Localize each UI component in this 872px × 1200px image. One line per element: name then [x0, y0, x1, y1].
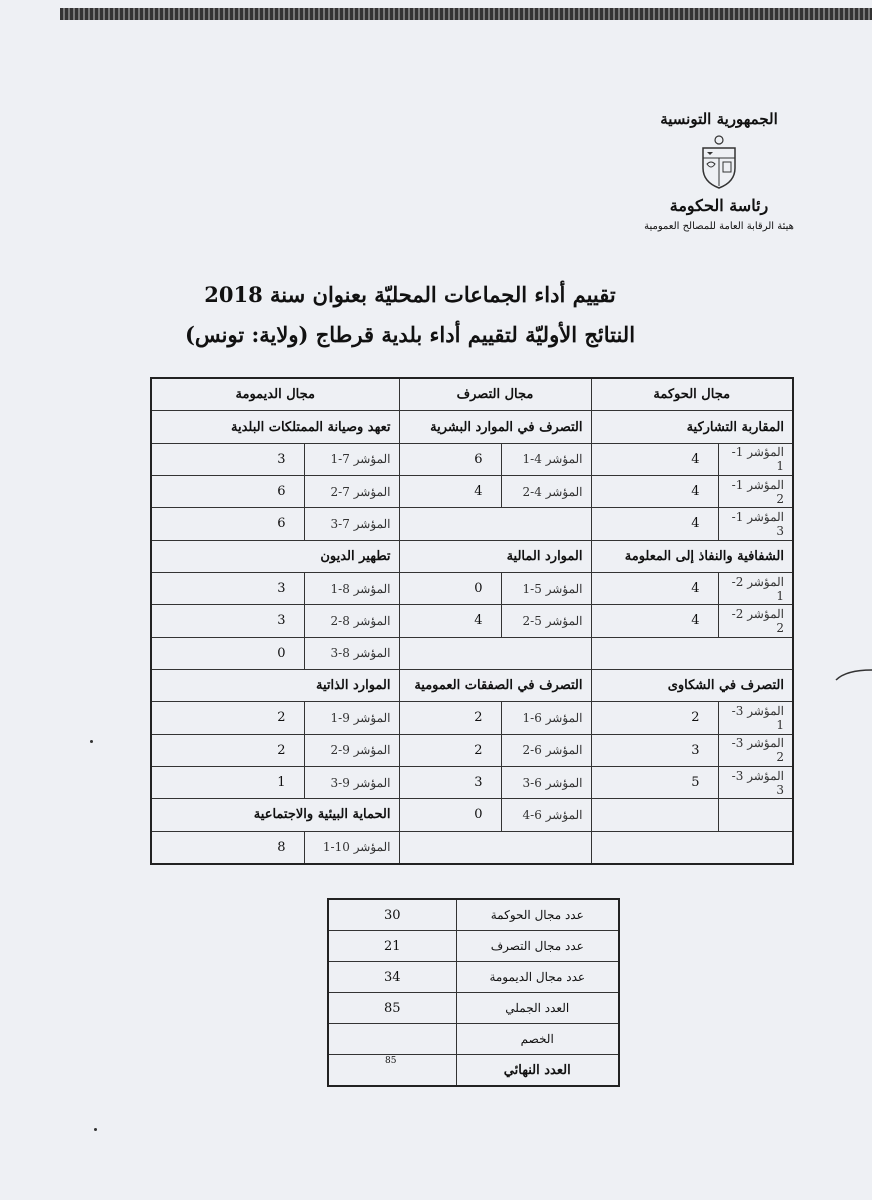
indicator-label: المؤشر 2-2	[718, 605, 793, 637]
table-row	[328, 993, 619, 1024]
summary-label: العدد الجملي	[456, 993, 619, 1024]
indicator-value: 4	[591, 508, 718, 540]
indicator-value: 4	[399, 605, 501, 637]
indicators-table	[150, 377, 794, 865]
table-row	[151, 766, 793, 798]
indicator-value: 4	[591, 572, 718, 604]
empty-cell	[399, 831, 591, 864]
indicator-label: المؤشر 6-3	[501, 766, 591, 798]
indicator-label: المؤشر 4-2	[501, 476, 591, 508]
ink-dot	[94, 1128, 97, 1131]
indicator-label: المؤشر 3-1	[718, 702, 793, 734]
table-row	[151, 443, 793, 475]
summary-value: 85	[328, 1055, 456, 1087]
indicator-label: المؤشر 9-2	[304, 734, 399, 766]
section-6: التصرف في الصفقات العمومية	[399, 669, 591, 701]
indicator-value: 4	[591, 443, 718, 475]
domain-governance: مجال الحوكمة	[591, 378, 793, 411]
section-4: التصرف في الموارد البشرية	[399, 411, 591, 443]
indicator-label: المؤشر 7-3	[304, 508, 399, 540]
indicator-label: المؤشر 9-1	[304, 702, 399, 734]
empty-cell	[399, 508, 591, 540]
government-name: رئاسة الحكومة	[669, 196, 769, 215]
table-row	[151, 508, 793, 540]
empty-cell	[591, 799, 718, 831]
table-row	[151, 572, 793, 604]
empty-cell	[718, 799, 793, 831]
summary-label: عدد مجال الحوكمة	[456, 899, 619, 931]
section-7: تعهد وصيانة الممتلكات البلدية	[151, 411, 399, 443]
national-emblem-icon	[699, 134, 739, 190]
indicator-value: 4	[591, 476, 718, 508]
country-name: الجمهورية التونسية	[660, 110, 778, 128]
domain-management: مجال التصرف	[399, 378, 591, 411]
indicator-value: 0	[399, 572, 501, 604]
indicator-value: 1	[151, 766, 304, 798]
section-5: الموارد المالية	[399, 540, 591, 572]
indicator-label: المؤشر 6-2	[501, 734, 591, 766]
section-9: الموارد الذاتية	[151, 669, 399, 701]
indicator-value: 2	[591, 702, 718, 734]
indicator-label: المؤشر 6-1	[501, 702, 591, 734]
indicator-value: 2	[399, 702, 501, 734]
indicator-label: المؤشر 5-1	[501, 572, 591, 604]
section-3: التصرف في الشكاوى	[591, 669, 793, 701]
empty-cell	[399, 637, 591, 669]
indicator-label: المؤشر 8-3	[304, 637, 399, 669]
authority-name: هيئة الرقابة العامة للمصالح العمومية	[644, 221, 794, 232]
indicator-value: 8	[151, 831, 304, 864]
table-row	[328, 931, 619, 962]
summary-label: الخصم	[456, 1024, 619, 1055]
indicator-label: المؤشر 7-2	[304, 476, 399, 508]
indicator-value: 4	[399, 476, 501, 508]
summary-value	[328, 1024, 456, 1055]
table-row	[151, 605, 793, 637]
indicator-value: 3	[151, 605, 304, 637]
summary-value: 21	[328, 931, 456, 962]
indicator-value: 5	[591, 766, 718, 798]
indicator-label: المؤشر 9-3	[304, 766, 399, 798]
domain-header-row	[151, 378, 793, 411]
indicator-label: المؤشر 2-1	[718, 572, 793, 604]
indicator-label: المؤشر 10-1	[304, 831, 399, 864]
indicator-label: المؤشر 7-1	[304, 443, 399, 475]
summary-label: عدد مجال التصرف	[456, 931, 619, 962]
table-row	[151, 831, 793, 864]
summary-value: 34	[328, 962, 456, 993]
table-row	[151, 476, 793, 508]
summary-table	[327, 898, 620, 1087]
table-row	[328, 1024, 619, 1055]
indicator-label: المؤشر 8-1	[304, 572, 399, 604]
indicator-label: المؤشر 1-1	[718, 443, 793, 475]
table-row	[328, 962, 619, 993]
indicator-label: المؤشر 1-3	[718, 508, 793, 540]
summary-value: 85	[328, 993, 456, 1024]
section-row	[151, 411, 793, 443]
indicator-value: 3	[591, 734, 718, 766]
indicator-label: المؤشر 3-3	[718, 766, 793, 798]
ink-dot	[90, 740, 93, 743]
document-title: تقييم أداء الجماعات المحليّة بعنوان سنة 2018	[204, 282, 616, 307]
indicator-label: المؤشر 6-4	[501, 799, 591, 831]
table-row	[151, 702, 793, 734]
indicator-value: 2	[399, 734, 501, 766]
section-row	[151, 540, 793, 572]
indicator-label: المؤشر 5-2	[501, 605, 591, 637]
empty-cell	[591, 831, 793, 864]
indicator-value: 3	[399, 766, 501, 798]
letterhead	[624, 110, 814, 232]
indicator-value: 6	[399, 443, 501, 475]
indicator-value: 0	[151, 637, 304, 669]
domain-sustainability: مجال الديمومة	[151, 378, 399, 411]
summary-label: عدد مجال الديمومة	[456, 962, 619, 993]
table-row	[328, 899, 619, 931]
indicator-label: المؤشر 8-2	[304, 605, 399, 637]
summary-label: العدد النهائي	[456, 1055, 619, 1087]
section-row	[151, 669, 793, 701]
indicator-value: 6	[151, 508, 304, 540]
section-1: المقاربة التشاركية	[591, 411, 793, 443]
indicator-value: 3	[151, 572, 304, 604]
table-row	[328, 1055, 619, 1087]
indicator-value: 2	[151, 734, 304, 766]
section-8: تطهير الديون	[151, 540, 399, 572]
indicator-label: المؤشر 1-2	[718, 476, 793, 508]
section-2: الشفافية والنفاذ إلى المعلومة	[591, 540, 793, 572]
indicator-value: 3	[151, 443, 304, 475]
section-10: الحماية البيئية والاجتماعية	[151, 799, 399, 831]
indicator-value: 0	[399, 799, 501, 831]
summary-value: 30	[328, 899, 456, 931]
empty-cell	[591, 637, 793, 669]
margin-stroke	[826, 668, 872, 692]
indicator-value: 2	[151, 702, 304, 734]
indicator-label: المؤشر 3-2	[718, 734, 793, 766]
document-subtitle: النتائج الأوليّة لتقييم أداء بلدية قرطاج (ولاية: تونس)	[184, 322, 636, 347]
indicator-value: 6	[151, 476, 304, 508]
table-row	[151, 637, 793, 669]
indicator-value: 4	[591, 605, 718, 637]
scan-top-edge	[60, 8, 872, 20]
table-row	[151, 734, 793, 766]
indicator-label: المؤشر 4-1	[501, 443, 591, 475]
table-row	[151, 799, 793, 831]
